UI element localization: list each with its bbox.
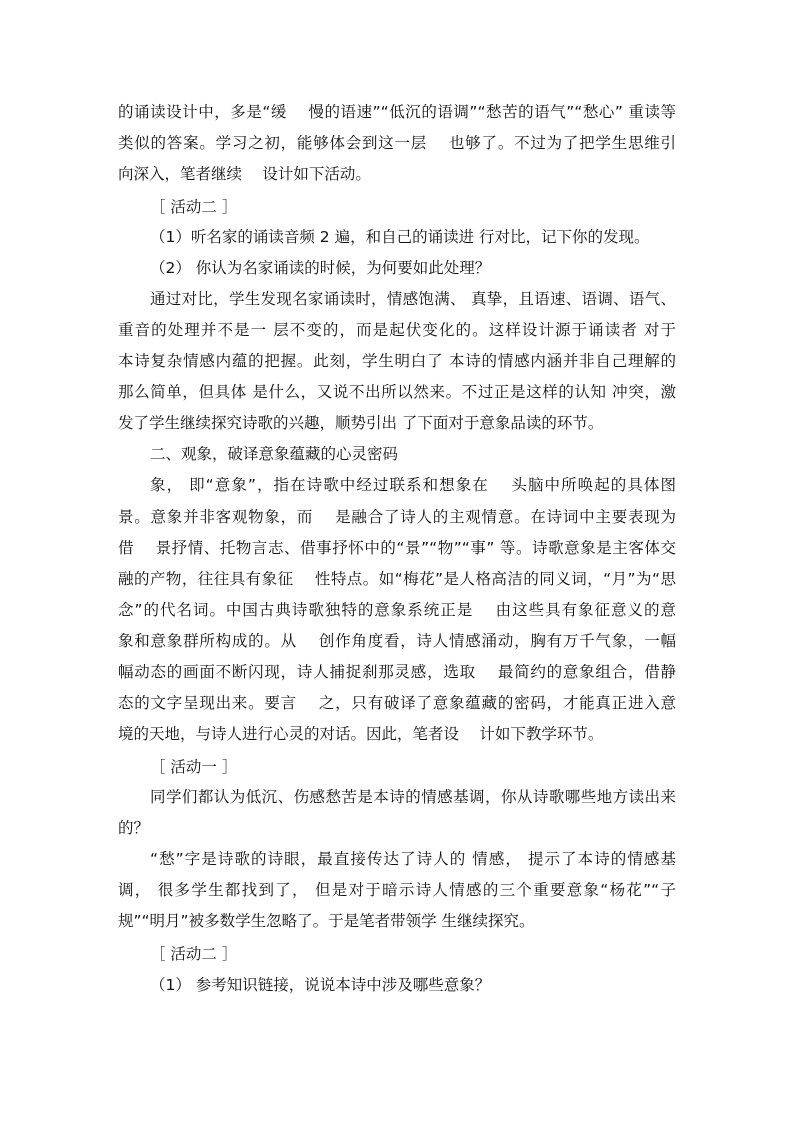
question-item-1: （1）听名家的诵读音频 2 遍，和自己的诵读进 行对比，记下你的发现。 [150,228,650,246]
question-item-1: （1） 参考知识链接，说说本诗中涉及哪些意象？ [150,976,491,994]
text-line: 借 景抒情、托物言志、借事抒怀中的“景”“物”“事” 等。诗歌意象是主客体交 [118,539,676,557]
text-line: 通过对比，学生发现名家诵读时，情感饱满、 真挚，且语速、语调、语气、 [150,290,676,308]
activity-one-heading: ［ 活动一 ］ [150,758,238,776]
text-line: 向深入，笔者继续 设计如下活动。 [118,165,371,183]
text-line: 幅动态的画面不断闪现，诗人捕捉刹那灵感，选取 最简约的意象组合，借静 [118,663,676,681]
text-line: 同学们都认为低沉、伤感愁苦是本诗的情感基调，你从诗歌哪些地方读出来 [150,788,676,806]
text-line: 态的文字呈现出来。要言 之，只有破译了意象蕴藏的密码，才能真正进入意 [118,694,676,712]
section-heading: 二、观象，破译意象蕴藏的心灵密码 [150,445,399,463]
text-line: 的诵读设计中，多是“缓 慢的语速”“低沉的语调”“愁苦的语气”“愁心” 重读等 [118,103,676,121]
text-line: 重音的处理并不是一 层不变的，而是起伏变化的。这样设计源于诵读者 对于 [118,321,676,339]
text-line: 类似的答案。学习之初，能够体会到这一层 也够了。不过为了把学生思维引 [118,134,676,152]
text-line: 的？ [118,819,150,837]
question-item-2: （2） 你认为名家诵读的时候，为何要如此处理？ [150,259,491,277]
text-line: 发了学生继续探究诗歌的兴趣，顺势引出 了下面对于意象品读的环节。 [118,414,604,432]
text-line: 那么简单，但具体 是什么，又说不出所以然来。不过正是这样的认知 冲突，激 [118,383,676,401]
text-line: 境的天地，与诗人进行心灵的对话。因此，笔者设 计如下教学环节。 [118,725,604,743]
text-line: 景。意象并非客观物象，而 是融合了诗人的主观情意。在诗词中主要表现为 [118,508,676,526]
text-line: 本诗复杂情感内蕴的把握。此刻，学生明白了 本诗的情感内涵并非自己理解的 [118,352,676,370]
text-line: 念”的代名词。中国古典诗歌独特的意象系统正是 由这些具有象征意义的意 [118,601,676,619]
activity-two-heading: ［ 活动二 ］ [150,945,238,963]
text-line: 规”“明月”被多数学生忽略了。于是笔者带领学 生继续探究。 [118,912,535,930]
text-line: 调， 很多学生都找到了， 但是对于暗示诗人情感的三个重要意象“杨花”“子 [118,881,676,899]
text-line: 象和意象群所构成的。从 创作角度看，诗人情感涌动，胸有万千气象，一幅 [118,632,676,650]
text-line: 融的产物，往往具有象征 性特点。如“梅花”是人格高洁的同义词，“月”为“思 [118,570,676,588]
text-line: “愁”字是诗歌的诗眼，最直接传达了诗人的 情感， 提示了本诗的情感基 [150,850,676,868]
text-line: 象， 即“意象”，指在诗歌中经过联系和想象在 头脑中所唤起的具体图 [150,476,676,494]
activity-two-heading: ［ 活动二 ］ [150,198,238,216]
